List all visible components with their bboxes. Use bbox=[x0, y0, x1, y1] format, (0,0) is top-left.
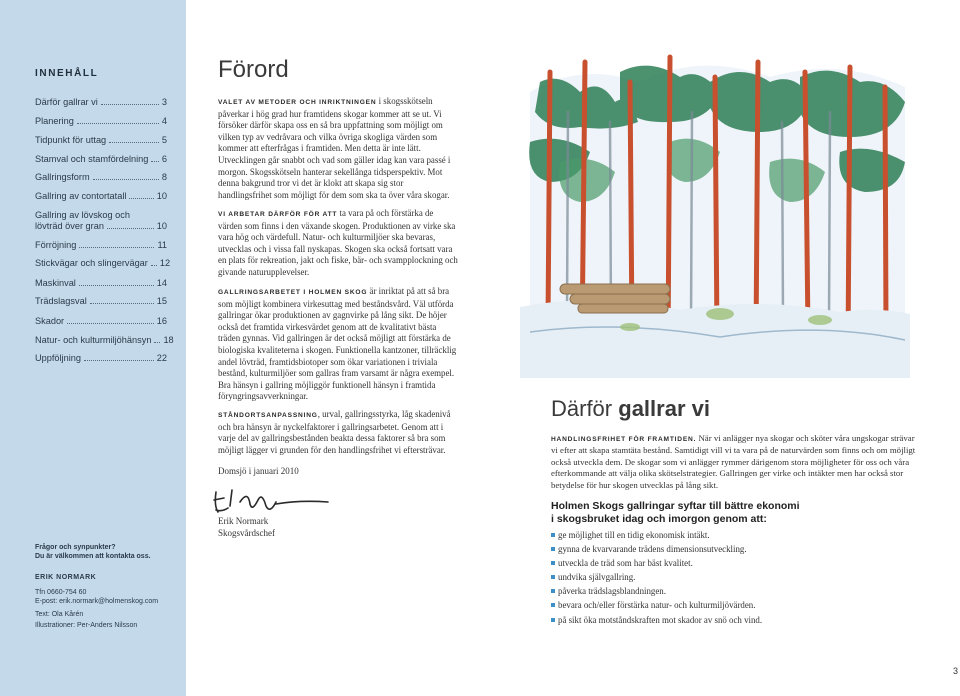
contact-name: ERIK NORMARK bbox=[35, 574, 97, 581]
toc-item-page: 10 bbox=[156, 221, 167, 231]
contact-question: Frågor och synpunkter? bbox=[35, 544, 116, 551]
toc-item-uppfoljning[interactable] bbox=[35, 353, 167, 364]
contact-prompt: Du är välkommen att kontakta oss. bbox=[35, 553, 151, 560]
list-item: undvika självgallring. bbox=[551, 570, 921, 584]
section-title-light: Därför bbox=[551, 396, 619, 421]
toc-item-page: 4 bbox=[161, 116, 167, 126]
goal-heading-line-2: i skogsbruket idag och imorgon genom att: bbox=[551, 512, 767, 525]
foreword-paragraph-1 bbox=[218, 96, 458, 201]
goal-heading-line-1: Holmen Skogs gallringar syftar till bättre ekonomi bbox=[551, 500, 800, 512]
toc-item-contortatall[interactable] bbox=[35, 191, 167, 202]
table-of-contents-panel bbox=[0, 0, 186, 696]
paragraph-lead: STÅNDORTSANPASSNING bbox=[218, 412, 318, 419]
paragraph-lead: GALLRINGSARBETET I HOLMEN SKOG bbox=[218, 289, 368, 296]
toc-item-page: 14 bbox=[156, 278, 167, 288]
signer-name: Erik Normark bbox=[218, 516, 269, 526]
foreword-date: Domsjö i januari 2010 bbox=[218, 466, 299, 476]
toc-item-label: Maskinval bbox=[35, 278, 76, 288]
toc-item-lovskog[interactable] bbox=[35, 210, 167, 232]
toc-item-forrojning[interactable] bbox=[35, 240, 167, 251]
toc-item-label: Tidpunkt för uttag bbox=[35, 135, 107, 145]
toc-item-page: 15 bbox=[156, 296, 167, 306]
paragraph-lead: VI ARBETAR DÄRFÖR FÖR ATT bbox=[218, 211, 338, 218]
toc-item-label: Stamval och stamfördelning bbox=[35, 154, 149, 164]
toc-item-page: 8 bbox=[161, 172, 167, 182]
toc-item-darfor-gallrar-vi[interactable] bbox=[35, 97, 167, 108]
contact-block bbox=[35, 543, 151, 561]
toc-item-label: Gallring av lövskog och bbox=[35, 210, 130, 220]
signature-image bbox=[210, 482, 340, 518]
toc-item-label: Trädslagsval bbox=[35, 296, 87, 306]
toc-item-label: Förröjning bbox=[35, 240, 77, 250]
toc-item-page: 12 bbox=[159, 258, 171, 268]
toc-item-page: 6 bbox=[161, 154, 167, 164]
toc-title: INNEHÅLL bbox=[35, 68, 99, 79]
toc-item-page: 10 bbox=[156, 191, 167, 201]
toc-item-stickvagar[interactable] bbox=[35, 258, 171, 269]
toc-item-label: Skador bbox=[35, 316, 65, 326]
intro-lead: HANDLINGSFRIHET FÖR FRAMTIDEN. bbox=[551, 436, 697, 443]
section-title bbox=[551, 396, 710, 422]
paragraph-text: i skogsskötseln påverkar i hög grad hur framtidens skogar kommer att se ut. Vi försöker därför skapa oss en så bra uppfattning som möjligt om vilken typ av vedråvara och vilka övriga skogliga värden som kommer att efterfrågas i framtiden. Men detta är inte lätt. Utvecklingen går snabbt och vad som gäller idag kan vara passé i morgon. Skogsskötseln hanterar sekellånga tidsperspektiv. Mot denna bakgrund tror vi det är klokt att skapa sig stor handlingsfrihet som möjligt för dem som ska ta över våra skogar. bbox=[218, 96, 451, 200]
list-item: på sikt öka motståndskraften mot skador av snö och vind. bbox=[551, 613, 921, 627]
foreword-paragraph-3 bbox=[218, 286, 458, 403]
page-title: Förord bbox=[218, 56, 289, 83]
toc-item-maskinval[interactable] bbox=[35, 278, 167, 289]
forest-illustration bbox=[520, 52, 910, 378]
contact-phone: Tfn 0660-754 60 bbox=[35, 589, 87, 596]
intro-text: När vi anlägger nya skogar och sköter våra ungskogar strävar vi efter att skapa stamtäta bestånd. Samtidigt vill vi ta vara på de naturvärden som finns och om möjligt också utveckla dem. De skogar som vi anlägger rymmer därigenom stora möjligheter för oss och våra efterkommande att välja olika skötselstrategier. Gallringen ger virke och intäkter men har också stor betydelse för hur skogen utvecklas på lång sikt. bbox=[551, 433, 916, 490]
paragraph-lead: VALET AV METODER OCH INRIKTNINGEN bbox=[218, 99, 377, 106]
toc-item-page: 16 bbox=[156, 316, 167, 326]
signer bbox=[218, 516, 275, 539]
section-intro bbox=[551, 433, 916, 491]
toc-item-gallringsform[interactable] bbox=[35, 172, 167, 183]
paragraph-text: , urval, gallringsstyrka, låg skadenivå och bra hänsyn är nyckelfaktorer i gallringsarbetet. Genom att i varje del av gallringsbestånden beakta dessa faktorer så bra som möjligt lägger vi grunden för den handlingsfrihet vi eftersträvar. bbox=[218, 409, 451, 455]
goal-heading bbox=[551, 500, 921, 525]
credits bbox=[35, 610, 137, 630]
toc-item-skador[interactable] bbox=[35, 316, 167, 327]
foreword-paragraph-4 bbox=[218, 409, 458, 456]
illustrations-credit: Illustrationer: Per-Anders Nilsson bbox=[35, 622, 138, 629]
section-title-bold: gallrar vi bbox=[618, 396, 710, 421]
toc-item-page: 11 bbox=[157, 240, 167, 250]
list-item: utveckla de träd som har bäst kvalitet. bbox=[551, 556, 921, 570]
signer-title: Skogsvårdschef bbox=[218, 527, 275, 538]
toc-item-label: Uppföljning bbox=[35, 353, 81, 363]
paragraph-text: är inriktat på att så bra som möjligt kombinera virkesuttag med beståndsvård. Väl utförda gallringar ökar produktionen av gagnvirke på lång sikt. De höjer också det framtida virkesvärdet genom att de kvalitativt bästa träden gynnas. Vid gallringen är det också möjligt att förstärka de biologiska kvaliteterna i skogen. Funktionella kantzoner, tillräcklig andel lövträd, framtidsbiotoper som ökar variationen i triviala bestånd, kulturmiljöer som gallras fram varsamt är några exempel. Bra hänsyn i gallring möjliggör funktionell hänsyn i framtida föryngringsavverkningar. bbox=[218, 286, 457, 402]
paragraph-text: ta vara på och förstärka de värden som finns i den växande skogen. Produktionen av virke ska vara hög och värdefull. Natur- och kulturmiljöer ska bevaras, utvecklas och i vissa fall nyskapas. Skogen ska också fortsatt vara en plats för rekreation, jakt och fiske, bär- och svampplockning och givande naturupplevelser. bbox=[218, 208, 458, 277]
text-credit: Text: Ola Kårén bbox=[35, 611, 84, 618]
toc-item-tradslagsval[interactable] bbox=[35, 296, 167, 307]
goal-list bbox=[551, 528, 921, 627]
list-item: påverka trädslagsblandningen. bbox=[551, 584, 921, 598]
toc-item-label: Natur- och kulturmiljöhänsyn bbox=[35, 335, 152, 345]
toc-item-tidpunkt[interactable] bbox=[35, 135, 167, 146]
toc-item-label-2: lövträd över gran bbox=[35, 221, 104, 231]
toc-item-natur-kultur[interactable] bbox=[35, 335, 174, 346]
foreword-paragraph-2 bbox=[218, 208, 458, 279]
toc-item-label: Gallringsform bbox=[35, 172, 90, 182]
toc-item-label: Stickvägar och slingervägar bbox=[35, 258, 148, 268]
page-number: 3 bbox=[953, 666, 959, 676]
toc-item-label: Därför gallrar vi bbox=[35, 97, 98, 107]
toc-item-page: 18 bbox=[163, 335, 174, 345]
toc-item-label: Gallring av contortatall bbox=[35, 191, 127, 201]
toc-item-label: Planering bbox=[35, 116, 74, 126]
list-item: bevara och/eller förstärka natur- och kulturmiljövärden. bbox=[551, 598, 921, 612]
toc-item-stamval[interactable] bbox=[35, 154, 167, 165]
list-item: ge möjlighet till en tidig ekonomisk intäkt. bbox=[551, 528, 921, 542]
toc-item-page: 5 bbox=[161, 135, 167, 145]
contact-details bbox=[35, 573, 158, 606]
toc-item-planering[interactable] bbox=[35, 116, 167, 127]
toc-item-page: 3 bbox=[161, 97, 167, 107]
contact-email[interactable]: E-post: erik.normark@holmenskog.com bbox=[35, 598, 159, 605]
list-item: gynna de kvarvarande trädens dimensionsutveckling. bbox=[551, 542, 921, 556]
toc-item-page: 22 bbox=[156, 353, 167, 363]
